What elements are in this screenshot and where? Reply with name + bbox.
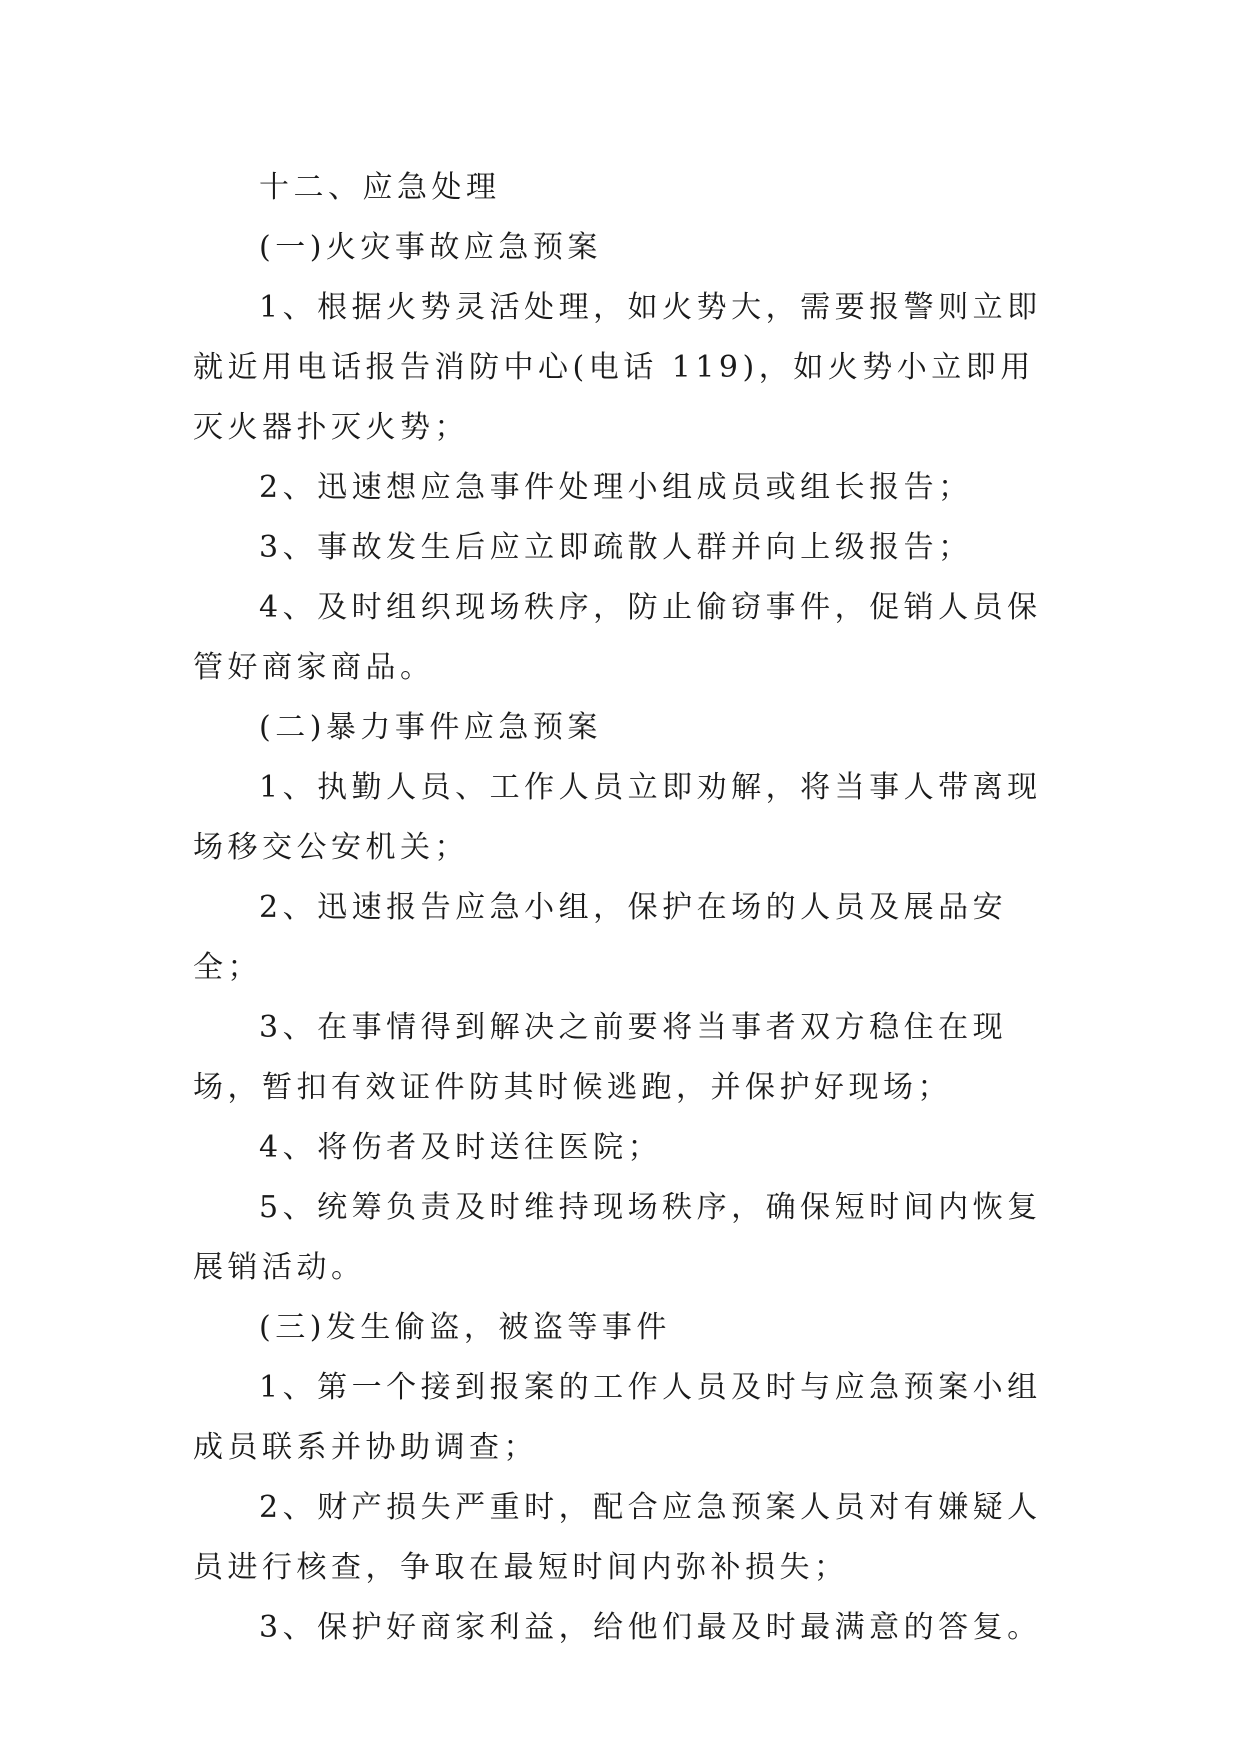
document-body <box>193 158 1053 1658</box>
fire-item-3: 3、事故发生后应立即疏散人群并向上级报告； <box>259 530 973 565</box>
section-heading: 十二、应急处理 <box>259 170 501 205</box>
fire-item-1: 1、根据火势灵活处理，如火势大，需要报警则立即就近用电话报告消防中心(电话 119)，如火势小立即用灭火器扑灭火势； <box>193 290 1042 445</box>
subsection-heading-violence: (二)暴力事件应急预案 <box>259 710 602 745</box>
violence-item-1: 1、执勤人员、工作人员立即劝解，将当事人带离现场移交公安机关； <box>193 770 1042 865</box>
theft-item-2: 2、财产损失严重时，配合应急预案人员对有嫌疑人员进行核查，争取在最短时间内弥补损失； <box>193 1490 1042 1585</box>
violence-item-3: 3、在事情得到解决之前要将当事者双方稳住在现场，暂扣有效证件防其时候逃跑，并保护好现场； <box>193 1010 1008 1105</box>
subsection-heading-theft: (三)发生偷盗，被盗等事件 <box>259 1310 671 1345</box>
theft-item-3: 3、保护好商家利益，给他们最及时最满意的答复。 <box>259 1610 1042 1645</box>
violence-item-2: 2、迅速报告应急小组，保护在场的人员及展品安全； <box>193 890 1008 985</box>
fire-item-2: 2、迅速想应急事件处理小组成员或组长报告； <box>259 470 973 505</box>
theft-item-1: 1、第一个接到报案的工作人员及时与应急预案小组成员联系并协助调查； <box>193 1370 1042 1465</box>
violence-item-4: 4、将伤者及时送往医院； <box>259 1130 663 1165</box>
fire-item-4: 4、及时组织现场秩序，防止偷窃事件，促销人员保管好商家商品。 <box>193 590 1042 685</box>
violence-item-5: 5、统筹负责及时维持现场秩序，确保短时间内恢复展销活动。 <box>193 1190 1042 1285</box>
subsection-heading-fire: (一)火灾事故应急预案 <box>259 230 602 265</box>
